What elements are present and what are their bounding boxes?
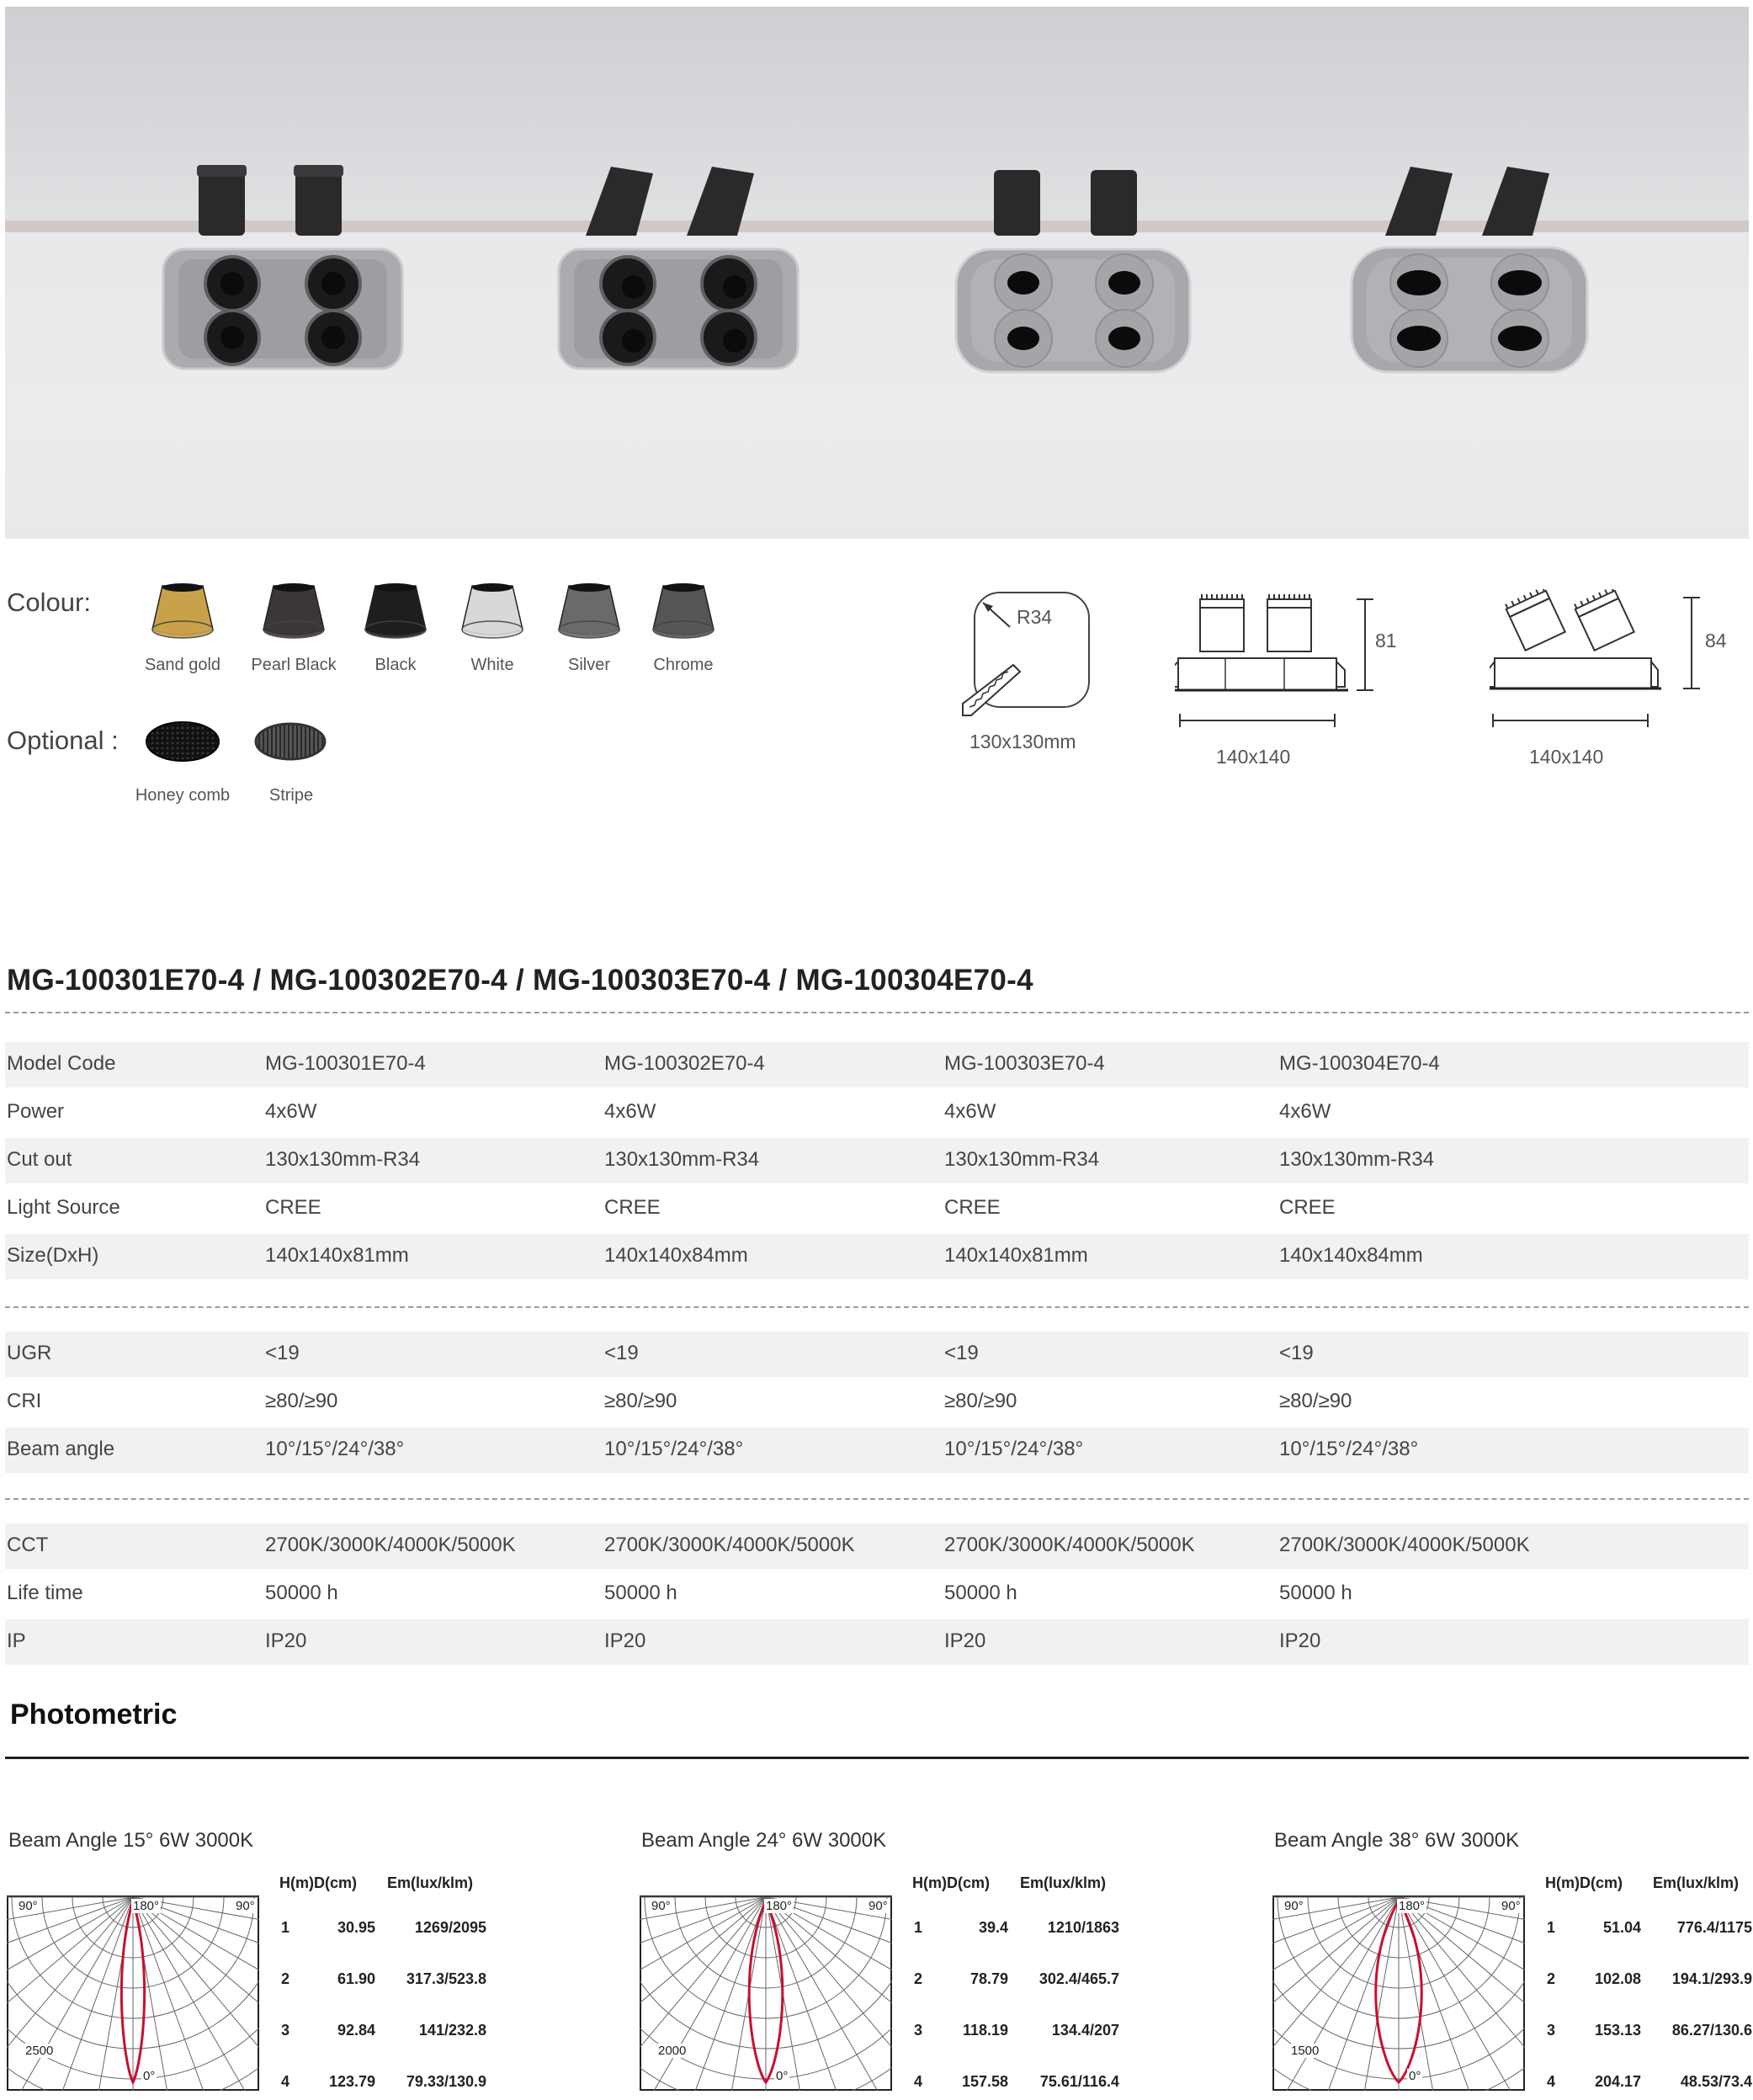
- colour-swatch: [124, 581, 242, 675]
- product-image-tilt-square: [552, 158, 805, 377]
- spec-value: 50000 h: [265, 1582, 338, 1604]
- spec-value: IP20: [944, 1629, 986, 1652]
- product-image-fixed-square: [157, 158, 409, 377]
- spec-value: 10°/15°/24°/38°: [1279, 1438, 1419, 1460]
- polar-diagram: [640, 1895, 892, 2091]
- colour-swatch-name: Sand gold: [144, 656, 221, 674]
- photometric-table-cell: 92.84: [337, 2022, 375, 2039]
- product-image-tilt-round: [1343, 158, 1596, 377]
- photometric-table-cell: 4: [1547, 2073, 1556, 2090]
- photometric-table-header: H(m): [912, 1874, 947, 1891]
- spec-row: [5, 1427, 1749, 1473]
- spec-value: 4x6W: [265, 1100, 317, 1123]
- photometric-table-cell: 39.4: [978, 1919, 1008, 1936]
- spec-value: ≥80/≥90: [944, 1390, 1017, 1412]
- photometric-table-cell: 1269/2095: [414, 1919, 486, 1936]
- spec-value: 50000 h: [604, 1582, 677, 1604]
- spec-value: ≥80/≥90: [604, 1390, 677, 1412]
- photometric-table-cell: 4: [281, 2073, 290, 2090]
- photometric-table-cell: 141/232.8: [418, 2022, 486, 2039]
- honeycomb-accessory-icon: [145, 720, 220, 767]
- photometric-table-cell: 51.04: [1602, 1919, 1641, 1936]
- tilt-width-label: 140x140: [1529, 746, 1604, 768]
- spec-value: IP20: [1279, 1629, 1321, 1652]
- photometric-table-cell: 2: [281, 1970, 290, 1987]
- spec-label: Cut out: [7, 1148, 72, 1171]
- photometric-table-cell: 1: [1547, 1919, 1556, 1936]
- photometric-table-header: Em(lux/klm): [387, 1874, 474, 1891]
- photometric-table-cell: 302.4/465.7: [1039, 1970, 1119, 1987]
- photometric-table-cell: 48.53/73.4: [1680, 2073, 1752, 2090]
- optional-name: Stripe: [268, 786, 314, 805]
- colour-label: Colour:: [7, 587, 91, 617]
- spec-row: [5, 1332, 1749, 1377]
- spec-value: 2700K/3000K/4000K/5000K: [604, 1534, 855, 1556]
- spec-value: 140x140x84mm: [1279, 1244, 1423, 1267]
- spec-value: <19: [265, 1342, 300, 1364]
- stripe-accessory-icon: [254, 722, 327, 765]
- spec-value: MG-100302E70-4: [604, 1052, 765, 1075]
- photometric-table-header: D(cm): [947, 1874, 991, 1891]
- tilt-height-label: 84: [1705, 630, 1727, 651]
- spec-label: Size(DxH): [7, 1244, 99, 1267]
- reflector-icon: [124, 581, 242, 640]
- photometric-table-cell: 61.90: [337, 1970, 375, 1987]
- polar-angle-label: 90°: [1501, 1899, 1521, 1913]
- photometric-table-cell: 134.4/207: [1051, 2022, 1119, 2039]
- photometric-table-cell: 2: [914, 1970, 923, 1987]
- photometric-table-header: H(m): [279, 1874, 314, 1891]
- photometric-table-cell: 1: [281, 1919, 290, 1936]
- colour-swatch-name: Pearl Black: [251, 656, 337, 674]
- spec-value: MG-100303E70-4: [944, 1052, 1105, 1075]
- spec-label: UGR: [7, 1342, 52, 1364]
- spec-row: [5, 1523, 1749, 1569]
- spec-value: 140x140x81mm: [265, 1244, 409, 1267]
- photometric-table-cell: 3: [914, 2022, 923, 2039]
- spec-row: [5, 1380, 1749, 1425]
- divider: [5, 1498, 1749, 1500]
- photometric-table-cell: 30.95: [337, 1919, 375, 1936]
- photometric-table-cell: 102.08: [1594, 1970, 1641, 1987]
- spec-row: [5, 1090, 1749, 1135]
- spec-value: MG-100304E70-4: [1279, 1052, 1440, 1075]
- polar-angle-label: 180°: [133, 1899, 160, 1913]
- spec-value: 10°/15°/24°/38°: [944, 1438, 1084, 1460]
- spec-value: 130x130mm-R34: [1279, 1148, 1435, 1171]
- polar-angle-label: 90°: [1284, 1899, 1304, 1913]
- spec-value: 10°/15°/24°/38°: [265, 1438, 405, 1460]
- photometric-table-header: H(m): [1545, 1874, 1580, 1891]
- spec-row: [5, 1042, 1749, 1087]
- spec-value: <19: [944, 1342, 979, 1364]
- photometric-table-cell: 204.17: [1594, 2073, 1641, 2090]
- photometric-table-cell: 3: [281, 2022, 290, 2039]
- spec-value: CREE: [604, 1196, 661, 1219]
- spec-value: IP20: [604, 1629, 646, 1652]
- photometric-table-cell: 2: [1547, 1970, 1556, 1987]
- tilt-width-dimension-line: [1491, 712, 1651, 733]
- polar-angle-label: 0°: [143, 2069, 156, 2083]
- optional-label: Optional :: [7, 726, 119, 755]
- optional-name: Honey comb: [135, 786, 231, 805]
- spec-value: 130x130mm-R34: [604, 1148, 760, 1171]
- spec-row: [5, 1138, 1749, 1183]
- fixed-width-dimension-line: [1178, 712, 1338, 733]
- spec-label: Life time: [7, 1582, 83, 1604]
- cutout-size-label: 130x130mm: [969, 731, 1076, 752]
- photometric-table-cell: 123.79: [328, 2073, 375, 2090]
- polar-scale-label: 2500: [25, 2044, 54, 2058]
- photometric-table-header: D(cm): [314, 1874, 358, 1891]
- photometric-rule: [5, 1757, 1749, 1759]
- photometric-table-cell: 194.1/293.9: [1671, 1970, 1752, 1987]
- photometric-table-header: Em(lux/klm): [1020, 1874, 1107, 1891]
- photometric-title: Photometric: [10, 1699, 178, 1731]
- polar-angle-label: 90°: [236, 1899, 255, 1913]
- photometric-table-cell: 317.3/523.8: [406, 1970, 486, 1987]
- spec-label: Power: [7, 1100, 65, 1123]
- colour-swatch: [235, 581, 353, 675]
- spec-value: 4x6W: [604, 1100, 656, 1123]
- polar-angle-label: 90°: [869, 1899, 888, 1913]
- photometric-chart-title: Beam Angle 15° 6W 3000K: [8, 1829, 254, 1852]
- polar-angle-label: 0°: [1409, 2069, 1421, 2083]
- photometric-chart-title: Beam Angle 38° 6W 3000K: [1274, 1829, 1520, 1852]
- photometric-chart-title: Beam Angle 24° 6W 3000K: [641, 1829, 887, 1852]
- photometric-table-cell: 75.61/116.4: [1039, 2073, 1119, 2090]
- photometric-table-header: Em(lux/klm): [1653, 1874, 1740, 1891]
- polar-scale-label: 1500: [1291, 2044, 1320, 2058]
- polar-angle-label: 90°: [19, 1899, 38, 1913]
- photometric-table-cell: 3: [1547, 2022, 1556, 2039]
- spec-label: Model Code: [7, 1052, 116, 1075]
- spec-value: CREE: [944, 1196, 1001, 1219]
- photometric-table-cell: 1210/1863: [1047, 1919, 1119, 1936]
- photometric-table-cell: 118.19: [962, 2022, 1008, 2039]
- photometric-table-cell: 153.13: [1594, 2022, 1641, 2039]
- fixed-height-label: 81: [1375, 630, 1397, 651]
- fixed-width-label: 140x140: [1216, 746, 1291, 768]
- divider: [5, 1012, 1749, 1013]
- reflector-icon: [624, 581, 742, 640]
- colour-swatch-name: Silver: [567, 656, 610, 674]
- spec-value: 2700K/3000K/4000K/5000K: [265, 1534, 516, 1556]
- spec-value: <19: [604, 1342, 639, 1364]
- spec-row: [5, 1234, 1749, 1279]
- product-hero-image: [5, 7, 1749, 539]
- photometric-table-cell: 157.58: [961, 2073, 1008, 2090]
- spec-value: 50000 h: [944, 1582, 1017, 1604]
- product-image-fixed-round: [948, 158, 1200, 377]
- spec-value: 4x6W: [1279, 1100, 1331, 1123]
- spec-value: <19: [1279, 1342, 1314, 1364]
- spec-row: [5, 1186, 1749, 1231]
- photometric-table-cell: 776.4/1175: [1676, 1919, 1752, 1936]
- spec-label: IP: [7, 1629, 26, 1652]
- spec-value: 140x140x81mm: [944, 1244, 1088, 1267]
- photometric-table-cell: 78.79: [969, 1970, 1008, 1987]
- spec-label: CRI: [7, 1390, 42, 1412]
- spec-value: 10°/15°/24°/38°: [604, 1438, 744, 1460]
- reflector-icon: [235, 581, 353, 640]
- spec-label: CCT: [7, 1534, 49, 1556]
- polar-diagram: [1272, 1895, 1525, 2091]
- spec-value: MG-100301E70-4: [265, 1052, 426, 1075]
- polar-scale-label: 2000: [658, 2044, 687, 2058]
- polar-diagram: [7, 1895, 259, 2091]
- polar-angle-label: 0°: [776, 2069, 789, 2083]
- divider: [5, 1306, 1749, 1308]
- model-title: MG-100301E70-4 / MG-100302E70-4 / MG-100303E70-4 / MG-100304E70-4: [7, 964, 1033, 997]
- photometric-table-header: D(cm): [1580, 1874, 1623, 1891]
- spec-label: Light Source: [7, 1196, 120, 1219]
- spec-row: [5, 1619, 1749, 1665]
- cutout-radius-label: R34: [1017, 606, 1053, 628]
- spec-value: CREE: [265, 1196, 321, 1219]
- polar-angle-label: 180°: [766, 1899, 793, 1913]
- spec-value: ≥80/≥90: [1279, 1390, 1352, 1412]
- spec-value: ≥80/≥90: [265, 1390, 338, 1412]
- colour-swatch-name: White: [470, 656, 514, 674]
- spec-value: 50000 h: [1279, 1582, 1352, 1604]
- polar-angle-label: 90°: [651, 1899, 671, 1913]
- photometric-table-cell: 86.27/130.6: [1671, 2022, 1752, 2039]
- spec-value: 130x130mm-R34: [944, 1148, 1100, 1171]
- colour-swatch-name: Black: [375, 656, 417, 674]
- spec-label: Beam angle: [7, 1438, 115, 1460]
- spec-value: 2700K/3000K/4000K/5000K: [1279, 1534, 1530, 1556]
- photometric-table-cell: 79.33/130.9: [406, 2073, 486, 2090]
- spec-value: 4x6W: [944, 1100, 996, 1123]
- colour-swatch-name: Chrome: [653, 656, 714, 674]
- spec-value: 2700K/3000K/4000K/5000K: [944, 1534, 1195, 1556]
- spec-value: IP20: [265, 1629, 307, 1652]
- polar-angle-label: 180°: [1399, 1899, 1426, 1913]
- spec-row: [5, 1571, 1749, 1617]
- photometric-table-cell: 4: [914, 2073, 923, 2090]
- colour-swatch: [624, 581, 742, 675]
- spec-value: 140x140x84mm: [604, 1244, 748, 1267]
- spec-value: CREE: [1279, 1196, 1336, 1219]
- photometric-table-cell: 1: [914, 1919, 923, 1936]
- spec-value: 130x130mm-R34: [265, 1148, 421, 1171]
